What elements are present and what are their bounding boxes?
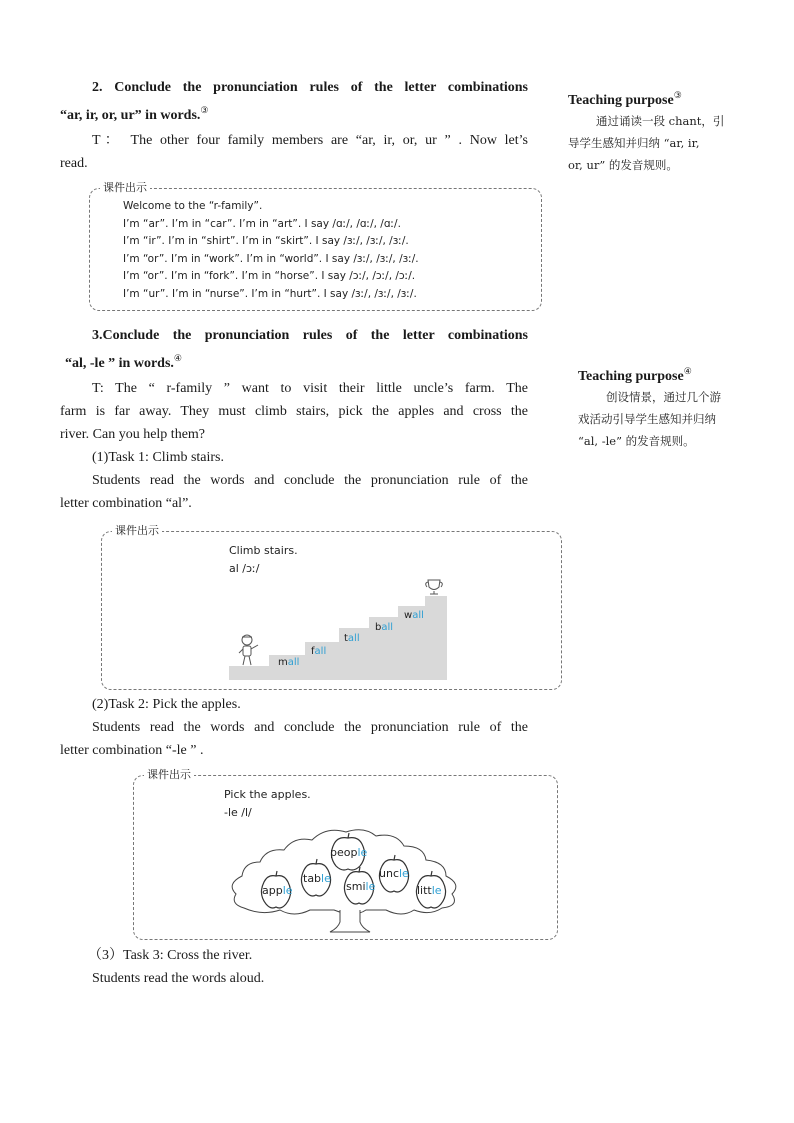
tree-trunk (330, 910, 370, 932)
courseware-label: 课件出示 (112, 522, 162, 540)
stair-word: tall (344, 633, 360, 644)
stair-word: mall (278, 657, 300, 668)
apple-word: uncle (379, 867, 409, 880)
chant-line: I’m “ur”. I’m in “nurse”. I’m in “hurt”. I say /ɜː/, /ɜː/, /ɜː/. (123, 287, 417, 300)
staircase (229, 596, 447, 680)
teaching-purpose-line: or, ur” 的发音规则。 (568, 158, 678, 172)
section-3 (60, 324, 528, 515)
teaching-purpose-1 (568, 90, 748, 176)
task-2-desc-cont: letter combination “-le ” . (60, 743, 204, 758)
apple-word: table (303, 872, 331, 885)
teaching-purpose-title: Teaching purpose④ (578, 366, 692, 384)
apple-word: smile (346, 880, 376, 893)
task-2 (60, 693, 528, 762)
task-1-desc-cont: letter combination “al”. (60, 496, 192, 511)
task-1-desc: Students read the words and conclude the pronunciation rule of the (92, 473, 528, 488)
apple-word: little (417, 884, 442, 897)
teacher-line-cont: read. (60, 156, 88, 171)
teaching-purpose-line: 导学生感知并归纳 “ar, ir, (568, 136, 700, 150)
chant-line: Welcome to the “r-family”. (123, 200, 263, 212)
chant-text (123, 198, 533, 304)
task-3-desc: Students read the words aloud. (92, 971, 265, 986)
teaching-purpose-line: “al, -le” 的发音规则。 (578, 434, 695, 448)
chant-line: I’m “or”. I’m in “work”. I’m in “world”. I say /ɜː/, /ɜː/, /ɜː/. (123, 252, 419, 265)
courseware-label: 课件出示 (100, 179, 150, 197)
teaching-purpose-2 (578, 366, 758, 452)
stair-word: fall (311, 646, 327, 657)
task-2-title: (2)Task 2: Pick the apples. (92, 697, 241, 712)
chant-line: I’m “or”. I’m in “fork”. I’m in “horse”. I say /ɔː/, /ɔː/, /ɔː/. (123, 270, 416, 283)
apples-title: Pick the apples. (224, 788, 311, 801)
section-3-heading-line1: 3.Conclude the pronunciation rules of the letter combinations (92, 328, 528, 343)
stairs-title: Climb stairs. (229, 544, 298, 557)
stairs-illustration (102, 532, 561, 689)
apple-word: people (330, 846, 368, 859)
courseware-box-chant (89, 181, 542, 311)
section-3-heading-line2: “al, -le ” in words.④ (65, 353, 182, 371)
apple-word: apple (262, 884, 293, 897)
task-3 (60, 944, 528, 990)
courseware-box-apples (133, 768, 558, 940)
footnote-marker: ④ (173, 353, 182, 363)
task-1-title: (1)Task 1: Climb stairs. (92, 450, 225, 465)
chant-line: I’m “ir”. I’m in “shirt”. I’m in “skirt”. I say /ɜː/, /ɜː/, /ɜː/. (123, 235, 409, 248)
teacher-line: T： The other four family members are “ar, ir, or, ur ” . Now let’s (92, 133, 528, 148)
teaching-purpose-line: 创设情景，通过几个游 (606, 390, 721, 404)
footnote-marker: ③ (200, 105, 209, 115)
stair-word: ball (375, 622, 394, 633)
courseware-box-stairs (101, 524, 562, 690)
apples-rule: -le /l/ (224, 806, 252, 819)
courseware-label: 课件出示 (144, 766, 194, 784)
teaching-purpose-title: Teaching purpose③ (568, 90, 682, 108)
teaching-purpose-line: 戏活动引导学生感知并归纳 (578, 412, 716, 426)
task-2-desc: Students read the words and conclude the pronunciation rule of the (92, 720, 528, 735)
child-figure-icon (239, 635, 258, 665)
footnote-marker: ④ (683, 366, 692, 376)
story-line: farm is far away. They must climb stairs, pick the apples and cross the (60, 404, 528, 419)
story-line: T: The “ r-family ” want to visit their little uncle’s farm. The (92, 381, 528, 396)
section-2-heading-line1: 2. Conclude the pronunciation rules of the letter combinations (92, 80, 528, 95)
section-2-heading-line2: “ar, ir, or, ur” in words.③ (60, 105, 209, 123)
section-2 (60, 76, 528, 175)
task-3-title: （3）Task 3: Cross the river. (88, 948, 253, 963)
trophy-icon (426, 580, 443, 594)
chant-line: I’m “ar”. I’m in “car”. I’m in “art”. I say /ɑː/, /ɑː/, /ɑː/. (123, 217, 401, 230)
story-line: river. Can you help them? (60, 427, 206, 442)
footnote-marker: ③ (673, 90, 682, 100)
apple-tree-illustration (134, 776, 557, 939)
stair-word: wall (404, 610, 424, 621)
teaching-purpose-line: 通过诵读一段 chant，引 (596, 114, 725, 128)
stairs-rule: al /ɔː/ (229, 562, 260, 575)
